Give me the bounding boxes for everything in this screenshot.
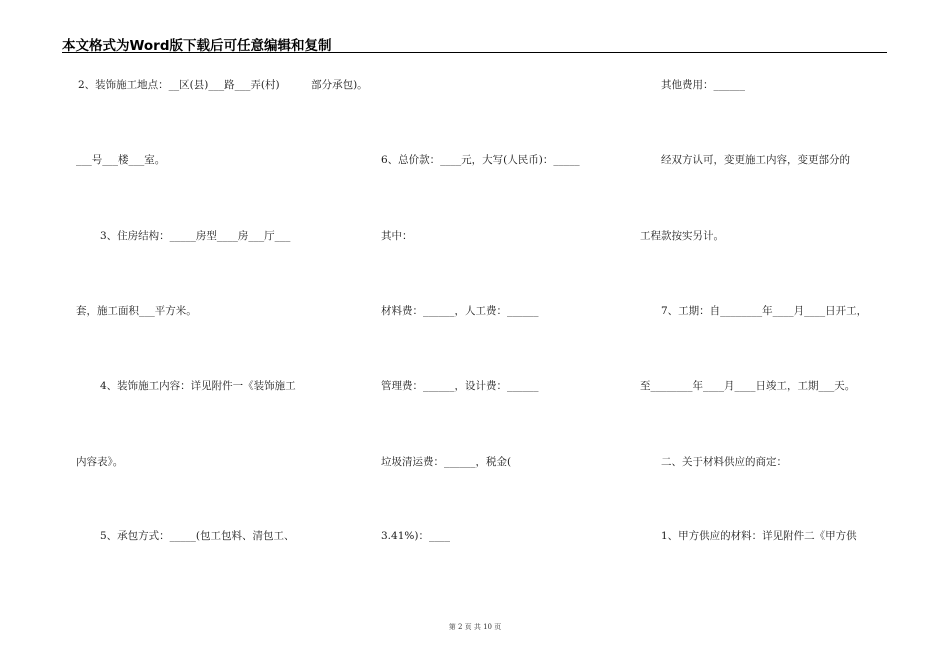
text-line: 2、装饰施工地点：__区(县)___路___弄(村) 部分承包)。 [78,79,368,91]
text-column-3 [640,0,900,672]
text-line: 垃圾清运费：______，税金( [381,456,512,468]
text-line: 二、关于材料供应的商定： [640,456,787,468]
page-number-footer: 第 2 页 共 10 页 [448,623,502,631]
text-line: 7、工期：自________年____月____日开工， [640,305,868,317]
document-header-title: 本文格式为Word版下载后可任意编辑和复制 [62,38,332,54]
text-column-2 [381,0,626,672]
text-line: ___号___楼___室。 [76,154,166,166]
text-line: 套，施工面积___平方米。 [76,305,197,317]
text-line: 6、总价款：____元，大写(人民币)：_____ [381,154,580,166]
text-line: 经双方认可，变更施工内容，变更部分的 [640,154,850,166]
text-line: 3.41%)：____ [381,530,450,542]
text-line: 至________年____月____日竣工，工期___天。 [640,380,856,392]
text-line: 工程款按实另计。 [640,230,724,242]
text-line: 5、承包方式：_____(包工包料、清包工、 [100,530,295,542]
text-line: 其他费用：______ [640,79,745,91]
text-line: 材料费：______，人工费：______ [381,305,539,317]
text-line: 管理费：______，设计费：______ [381,380,539,392]
text-column-1 [76,0,368,672]
text-line: 4、装饰施工内容：详见附件一《装饰施工 [100,380,296,392]
text-line: 内容表》。 [76,456,124,468]
text-line: 3、住房结构：_____房型____房___厅___ [100,230,291,242]
text-line: 1、甲方供应的材料：详见附件二《甲方供 [640,530,857,542]
text-line: 其中： [381,230,413,242]
